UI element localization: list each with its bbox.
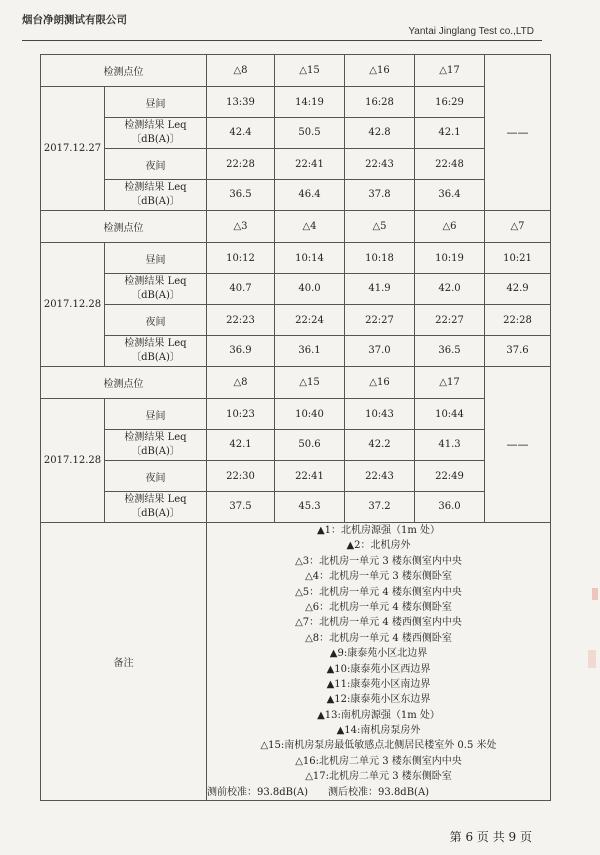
table-row — [41, 180, 551, 211]
note-line: ▲10:康泰苑小区西边界 — [326, 663, 431, 675]
point-id: △15 — [275, 55, 345, 87]
value-cell: 22:48 — [415, 149, 485, 180]
value-cell: 10:44 — [415, 399, 485, 430]
value-cell: 37.8 — [345, 180, 415, 211]
point-id: △16 — [345, 367, 415, 399]
row-label-line: 检测结果 Leq — [124, 494, 187, 505]
company-name-en: Yantai Jinglang Test co.,LTD — [408, 26, 534, 37]
point-header-label: 检测点位 — [41, 211, 207, 243]
value-cell: 10:19 — [415, 243, 485, 274]
point-id: △17 — [415, 55, 485, 87]
value-cell: 36.4 — [415, 180, 485, 211]
row-label — [105, 305, 207, 336]
value-cell: 10:14 — [275, 243, 345, 274]
note-line: △8：北机房一单元 4 楼西侧卧室 — [305, 632, 452, 644]
row-label-line: 〔dB(A)〕 — [131, 196, 180, 207]
point-id: △8 — [207, 55, 275, 87]
value-cell: 22:43 — [345, 461, 415, 492]
date-cell: 2017.12.28 — [41, 399, 105, 523]
row-label — [105, 399, 207, 430]
table-row — [41, 399, 551, 430]
row-label-line: 〔dB(A)〕 — [131, 508, 180, 519]
point-id: △15 — [275, 367, 345, 399]
value-cell: 22:27 — [345, 305, 415, 336]
value-cell: 42.9 — [485, 274, 551, 305]
note-line: △5：北机房一单元 4 楼东侧室内中央 — [295, 586, 462, 598]
value-cell: 22:23 — [207, 305, 275, 336]
value-cell: 16:29 — [415, 87, 485, 118]
row-label-line: 〔dB(A)〕 — [131, 352, 180, 363]
table-row — [41, 430, 551, 461]
note-line: △16:北机房二单元 3 楼东侧室内中央 — [295, 755, 462, 767]
value-cell: 41.9 — [345, 274, 415, 305]
value-cell: 10:23 — [207, 399, 275, 430]
row-label-line: 夜间 — [145, 472, 166, 484]
point-header-label: 检测点位 — [41, 367, 207, 399]
value-cell: 22:28 — [207, 149, 275, 180]
value-cell: 22:49 — [415, 461, 485, 492]
value-cell: 10:18 — [345, 243, 415, 274]
table-row — [41, 461, 551, 492]
point-id: △6 — [415, 211, 485, 243]
row-label-line: 〔dB(A)〕 — [131, 446, 180, 457]
value-cell: 40.7 — [207, 274, 275, 305]
point-id: △4 — [275, 211, 345, 243]
point-id: △3 — [207, 211, 275, 243]
calibration-line — [207, 785, 550, 800]
row-label — [105, 274, 207, 305]
note-line: △15:南机房泵房最低敏感点北侧居民楼室外 0.5 米处 — [260, 740, 497, 752]
notes-row — [41, 523, 551, 801]
row-label — [105, 336, 207, 367]
note-line: ▲13:南机房源强（1m 处） — [317, 709, 440, 721]
point-header-label: 检测点位 — [41, 55, 207, 87]
row-label-line: 检测结果 Leq — [124, 338, 187, 349]
note-line: △6：北机房一单元 4 楼东侧卧室 — [305, 601, 452, 613]
group-header-row — [41, 55, 551, 87]
value-cell: 42.1 — [415, 118, 485, 149]
note-line: △7：北机房一单元 4 楼西侧室内中央 — [295, 617, 462, 629]
row-label-line: 夜间 — [145, 160, 166, 172]
row-label — [105, 149, 207, 180]
company-name-cn: 烟台净朗测试有限公司 — [22, 14, 127, 26]
value-cell: 22:43 — [345, 149, 415, 180]
value-cell: 10:12 — [207, 243, 275, 274]
row-label — [105, 180, 207, 211]
value-cell: 36.5 — [207, 180, 275, 211]
value-cell: 37.0 — [345, 336, 415, 367]
table-row — [41, 274, 551, 305]
value-cell: 22:30 — [207, 461, 275, 492]
note-line: △17:北机房二单元 3 楼东侧卧室 — [305, 771, 452, 783]
value-cell: 42.2 — [345, 430, 415, 461]
value-cell: 22:28 — [485, 305, 551, 336]
value-cell: 36.9 — [207, 336, 275, 367]
note-line: ▲14:南机房泵房外 — [336, 725, 421, 737]
note-line: ▲11:康泰苑小区南边界 — [326, 678, 431, 690]
value-cell: 37.6 — [485, 336, 551, 367]
row-label — [105, 492, 207, 523]
point-id: △5 — [345, 211, 415, 243]
date-cell: 2017.12.28 — [41, 243, 105, 367]
value-cell: 22:27 — [415, 305, 485, 336]
date-cell: 2017.12.27 — [41, 87, 105, 211]
value-cell: 42.0 — [415, 274, 485, 305]
value-cell: 14:19 — [275, 87, 345, 118]
table-row — [41, 87, 551, 118]
row-label-line: 夜间 — [145, 316, 166, 328]
value-cell: 41.3 — [415, 430, 485, 461]
calibration-after: 测后校准：93.8dB(A) — [328, 786, 430, 798]
value-cell: 10:40 — [275, 399, 345, 430]
value-cell: 36.1 — [275, 336, 345, 367]
note-line: △3：北机房一单元 3 楼东侧室内中央 — [295, 555, 462, 567]
value-cell: 37.2 — [345, 492, 415, 523]
value-cell: 22:41 — [275, 149, 345, 180]
row-label-line: 昼间 — [145, 98, 166, 110]
row-label-line: 检测结果 Leq — [124, 120, 187, 131]
point-id: △17 — [415, 367, 485, 399]
row-label-line: 〔dB(A)〕 — [131, 134, 180, 145]
empty-column-dash: —— — [485, 367, 551, 523]
page-number: 第 6 页 共 9 页 — [449, 830, 532, 844]
value-cell: 10:21 — [485, 243, 551, 274]
table-row — [41, 305, 551, 336]
value-cell: 36.0 — [415, 492, 485, 523]
table-row — [41, 118, 551, 149]
value-cell: 45.3 — [275, 492, 345, 523]
group-header-row — [41, 367, 551, 399]
value-cell: 16:28 — [345, 87, 415, 118]
value-cell: 42.8 — [345, 118, 415, 149]
row-label-line: 检测结果 Leq — [124, 276, 187, 287]
value-cell: 10:43 — [345, 399, 415, 430]
note-line: ▲12:康泰苑小区东边界 — [326, 694, 431, 706]
value-cell: 42.1 — [207, 430, 275, 461]
table-row — [41, 336, 551, 367]
seal-mark — [588, 650, 596, 668]
header-rule — [22, 40, 542, 41]
note-line: ▲9:康泰苑小区北边界 — [329, 648, 428, 660]
row-label-line: 昼间 — [145, 254, 166, 266]
value-cell: 13:39 — [207, 87, 275, 118]
row-label-line: 昼间 — [145, 410, 166, 422]
seal-mark — [592, 588, 598, 600]
row-label-line: 检测结果 Leq — [124, 182, 187, 193]
value-cell: 42.4 — [207, 118, 275, 149]
row-label-line: 〔dB(A)〕 — [131, 290, 180, 301]
table-row — [41, 492, 551, 523]
empty-column-dash: —— — [485, 55, 551, 211]
group-header-row — [41, 211, 551, 243]
note-line: ▲1：北机房源强（1m 处） — [316, 525, 441, 536]
notes-content — [207, 523, 551, 801]
row-label-line: 检测结果 Leq — [124, 432, 187, 443]
row-label — [105, 243, 207, 274]
row-label — [105, 461, 207, 492]
row-label — [105, 87, 207, 118]
value-cell: 22:24 — [275, 305, 345, 336]
value-cell: 46.4 — [275, 180, 345, 211]
notes-label: 备注 — [41, 523, 207, 801]
value-cell: 50.5 — [275, 118, 345, 149]
point-id: △16 — [345, 55, 415, 87]
note-line: △4：北机房一单元 3 楼东侧卧室 — [305, 571, 452, 583]
value-cell: 22:41 — [275, 461, 345, 492]
point-id: △7 — [485, 211, 551, 243]
value-cell: 50.6 — [275, 430, 345, 461]
value-cell: 40.0 — [275, 274, 345, 305]
row-label — [105, 430, 207, 461]
point-id: △8 — [207, 367, 275, 399]
value-cell: 37.5 — [207, 492, 275, 523]
noise-results-table — [40, 54, 551, 801]
value-cell: 36.5 — [415, 336, 485, 367]
table-row — [41, 149, 551, 180]
calibration-before: 测前校准：93.8dB(A) — [207, 786, 309, 798]
note-line: ▲2：北机房外 — [346, 540, 411, 552]
table-row — [41, 243, 551, 274]
row-label — [105, 118, 207, 149]
